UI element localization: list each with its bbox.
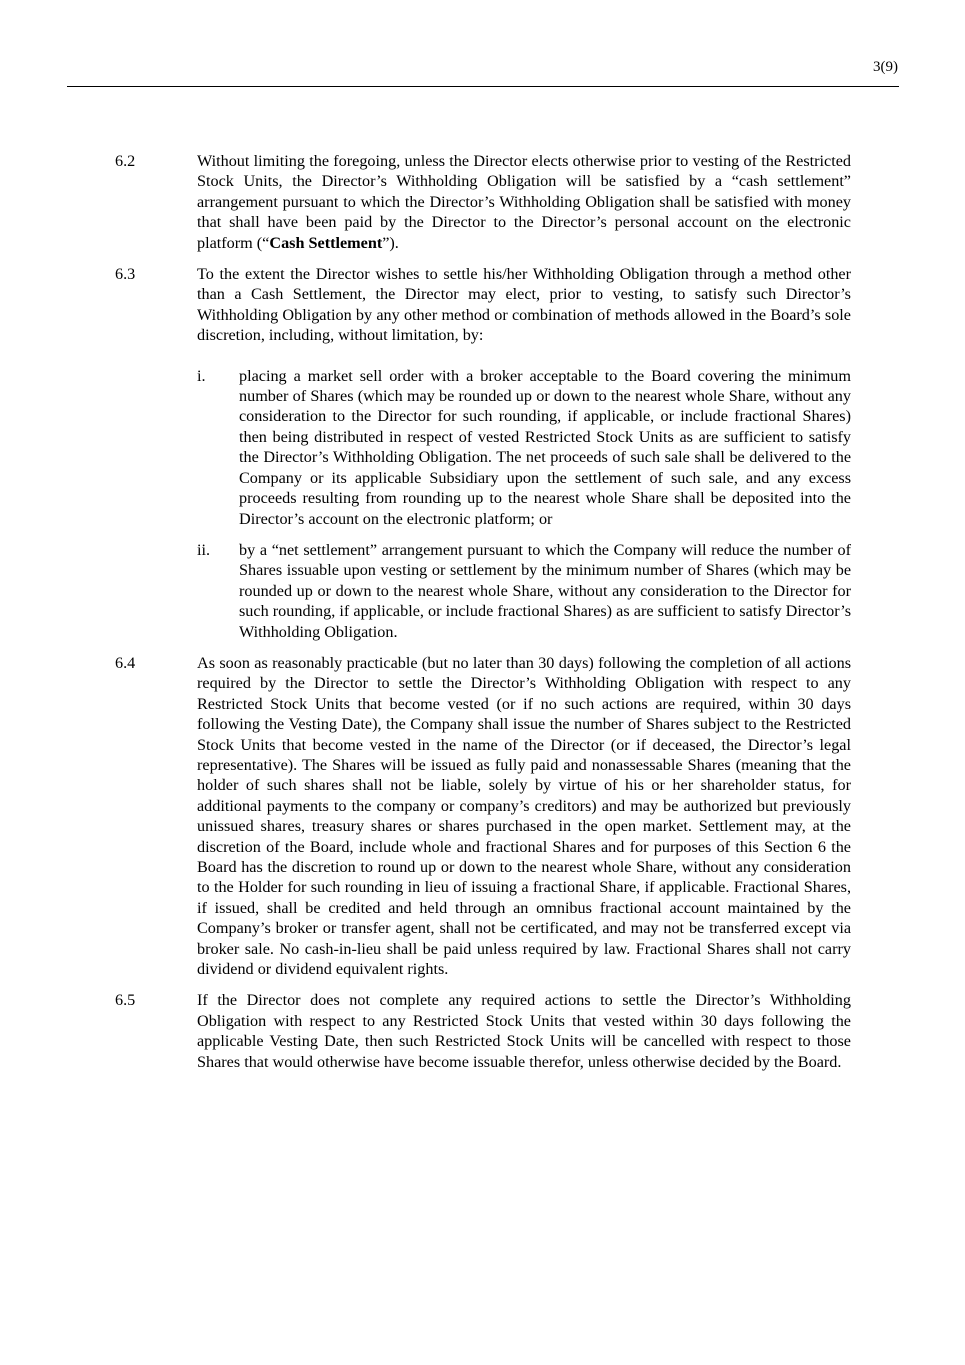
document-body (115, 151, 851, 1083)
page-number: 3(9) (873, 59, 898, 75)
section-number: 6.5 (115, 991, 136, 1010)
section-6-3 (115, 264, 851, 346)
sublist-item-ii (115, 540, 851, 642)
section-6-3-sublist (115, 366, 851, 642)
section-6-2 (115, 151, 851, 253)
section-text (197, 151, 851, 253)
defined-term-cash-settlement: Cash Settlement (269, 233, 383, 252)
header-divider (67, 86, 899, 87)
sublist-text: placing a market sell order with a broker acceptable to the Board covering the minimum number of Shares (which may be rounded up or down to the nearest whole Share, without any consideration to the Director for such rounding, if applicable, or include fractional Shares) then being distributed in respect of vested Restricted Stock Units as are sufficient to satisfy the Director’s Withholding Obligation. The net proceeds of such sale shall be delivered to the Company or its applicable Subsidiary upon the settlement of such sale, and any excess proceeds resulting from rounding up to the nearest whole Share shall be deposited into the Director’s account on the electronic platform; or (239, 366, 851, 528)
section-text-after: ”). (382, 233, 399, 252)
sublist-marker: i. (197, 366, 206, 385)
section-text: If the Director does not complete any required actions to settle the Director’s Withholding Obligation with respect to any Restricted Stock Units that vested within 30 days following the applicable Vesting Date, then such Restricted Stock Units will be cancelled with respect to those Shares that would otherwise have become issuable therefor, unless otherwise decided by the Board. (197, 991, 851, 1071)
section-6-5 (115, 990, 851, 1072)
section-number: 6.3 (115, 265, 136, 284)
section-text: As soon as reasonably practicable (but no later than 30 days) following the completion of all actions required by the Director to settle the Director’s Withholding Obligation with respect to any Restricted Stock Units that become vested (or if no such actions are required, within 30 days following the Vesting Date), the Company shall issue the number of Shares subject to the Restricted Stock Units that become vested in the name of the Director (or if deceased, the Director’s legal representative). The Shares will be issued as fully paid and nonassessable Shares (meaning that the holder of such shares shall not be liable, solely by virtue of his or her shareholder status, for additional payments to the company or company’s creditors) and may be authorized but previously unissued shares, treasury shares or shares purchased in the open market. Settlement may, at the discretion of the Board, include whole and fractional Shares and for purposes of this Section 6 the Board has the discretion to round up or down to the nearest whole Share, without any consideration to the Holder for such rounding in lieu of issuing a fractional Share, if applicable. Fractional Shares, if issued, shall be credited and held through an omnibus fractional account maintained by the Company’s broker or transfer agent, shall not be certificated, and may not be transferred except via broker sale. No cash-in-lieu shall be paid unless required by law. Fractional Shares shall not carry dividend or dividend equivalent rights. (197, 653, 851, 979)
section-text: To the extent the Director wishes to settle his/her Withholding Obligation through a method other than a Cash Settlement, the Director may elect, prior to vesting, to satisfy such Director’s Withholding Obligation by any other method or combination of methods allowed in the Board’s sole discretion, including, without limitation, by: (197, 265, 851, 345)
section-text-before: Without limiting the foregoing, unless the Director elects otherwise prior to vesting of the Restricted Stock Units, the Director’s Withholding Obligation will be satisfied by a “cash settlement” arrangement pursuant to which the Director’s Withholding Obligation shall be satisfied with money that shall have been paid by the Director to the Director’s personal account on the electronic platform (“ (197, 152, 851, 252)
sublist-item-i (115, 366, 851, 529)
section-6-4 (115, 653, 851, 980)
sublist-text: by a “net settlement” arrangement pursuant to which the Company will reduce the number of Shares issuable upon vesting or settlement by the minimum number of Shares (which may be rounded up or down to the nearest whole Share, without any consideration to the Director for such rounding, if applicable, or include fractional Shares) as are sufficient to satisfy Director’s Withholding Obligation. (239, 540, 851, 641)
section-number: 6.4 (115, 653, 136, 672)
sublist-marker: ii. (197, 540, 211, 559)
section-number: 6.2 (115, 152, 136, 170)
